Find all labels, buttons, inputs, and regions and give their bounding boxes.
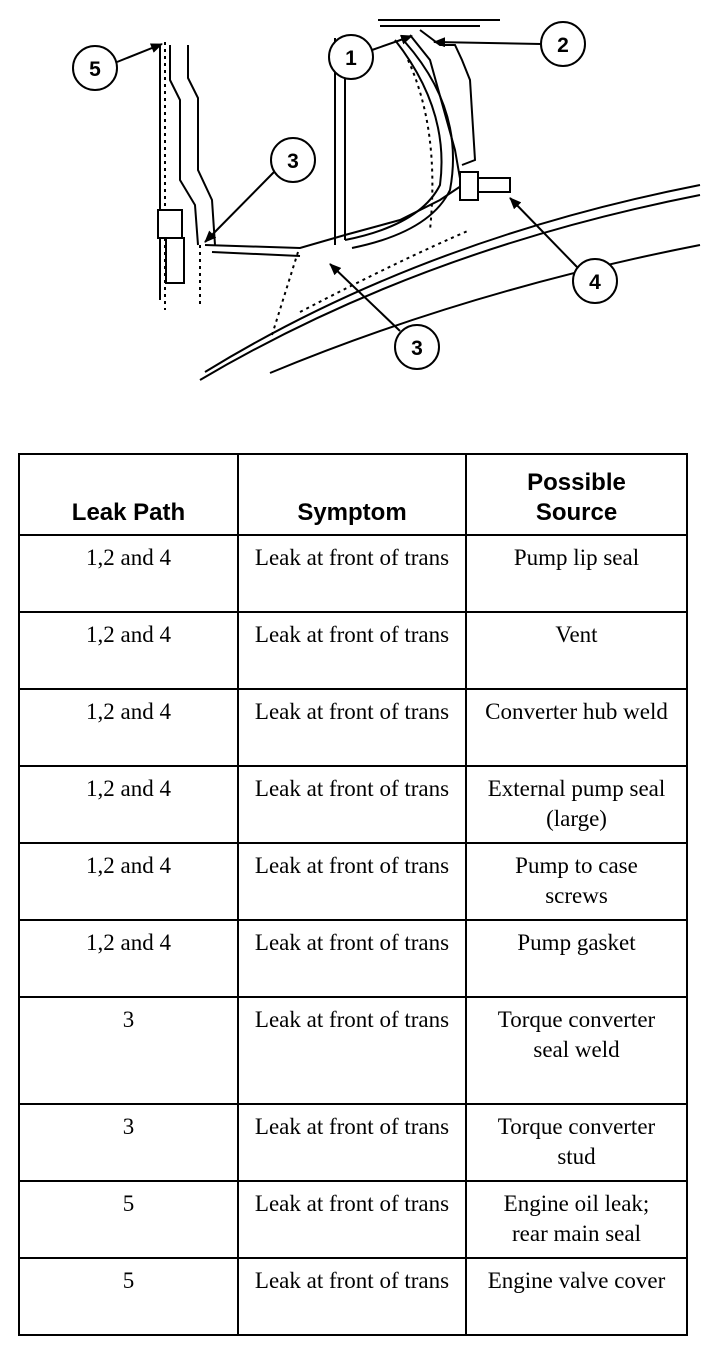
- svg-text:3: 3: [411, 337, 423, 360]
- leak-path-diagram: [0, 0, 704, 420]
- table-row: [19, 689, 687, 766]
- table-row: [19, 766, 687, 843]
- callout-3-upper: [205, 138, 315, 242]
- cell-source: Torque converter seal weld: [466, 997, 687, 1104]
- cell-leak-path: 1,2 and 4: [19, 535, 238, 612]
- svg-text:3: 3: [287, 150, 299, 173]
- table-row: [19, 843, 687, 920]
- cell-symptom: Leak at front of trans: [238, 920, 466, 997]
- header-leak-path: Leak Path: [19, 454, 238, 535]
- cell-leak-path: 1,2 and 4: [19, 843, 238, 920]
- cell-symptom: Leak at front of trans: [238, 766, 466, 843]
- header-possible-source: Possible Source: [466, 454, 687, 535]
- cell-source: External pump seal (large): [466, 766, 687, 843]
- cell-source: Pump gasket: [466, 920, 687, 997]
- cell-source: Vent: [466, 612, 687, 689]
- table-row: [19, 612, 687, 689]
- callout-1: [329, 35, 412, 79]
- cell-symptom: Leak at front of trans: [238, 689, 466, 766]
- pump-housing-outline: [378, 20, 500, 190]
- cell-symptom: Leak at front of trans: [238, 1181, 466, 1258]
- header-symptom: Symptom: [238, 454, 466, 535]
- case-bolt: [460, 172, 510, 200]
- table-header-row: [19, 454, 687, 535]
- cell-symptom: Leak at front of trans: [238, 997, 466, 1104]
- table-row: [19, 535, 687, 612]
- svg-text:1: 1: [345, 47, 357, 70]
- cell-source: Engine valve cover: [466, 1258, 687, 1335]
- cell-symptom: Leak at front of trans: [238, 1104, 466, 1181]
- table-row: [19, 997, 687, 1104]
- cell-leak-path: 5: [19, 1258, 238, 1335]
- table-row: [19, 1258, 687, 1335]
- svg-text:4: 4: [589, 271, 601, 294]
- engine-bolt: [158, 210, 184, 283]
- transmission-case-outline: [200, 185, 700, 380]
- callout-2: [434, 22, 585, 66]
- cell-leak-path: 5: [19, 1181, 238, 1258]
- cell-source: Engine oil leak; rear main seal: [466, 1181, 687, 1258]
- cell-leak-path: 1,2 and 4: [19, 766, 238, 843]
- leak-diagnosis-table: [18, 453, 688, 1336]
- svg-text:2: 2: [557, 34, 569, 57]
- table-row: [19, 1181, 687, 1258]
- callout-5: [73, 44, 162, 90]
- cell-symptom: Leak at front of trans: [238, 843, 466, 920]
- cell-symptom: Leak at front of trans: [238, 535, 466, 612]
- cell-symptom: Leak at front of trans: [238, 1258, 466, 1335]
- table-row: [19, 1104, 687, 1181]
- cell-leak-path: 3: [19, 1104, 238, 1181]
- callout-4: [510, 198, 617, 303]
- cell-source: Pump to case screws: [466, 843, 687, 920]
- cell-source: Converter hub weld: [466, 689, 687, 766]
- cell-source: Torque converter stud: [466, 1104, 687, 1181]
- cell-leak-path: 3: [19, 997, 238, 1104]
- cell-leak-path: 1,2 and 4: [19, 689, 238, 766]
- svg-text:5: 5: [89, 58, 101, 81]
- cell-leak-path: 1,2 and 4: [19, 920, 238, 997]
- cell-source: Pump lip seal: [466, 535, 687, 612]
- cell-symptom: Leak at front of trans: [238, 612, 466, 689]
- cell-leak-path: 1,2 and 4: [19, 612, 238, 689]
- table-row: [19, 920, 687, 997]
